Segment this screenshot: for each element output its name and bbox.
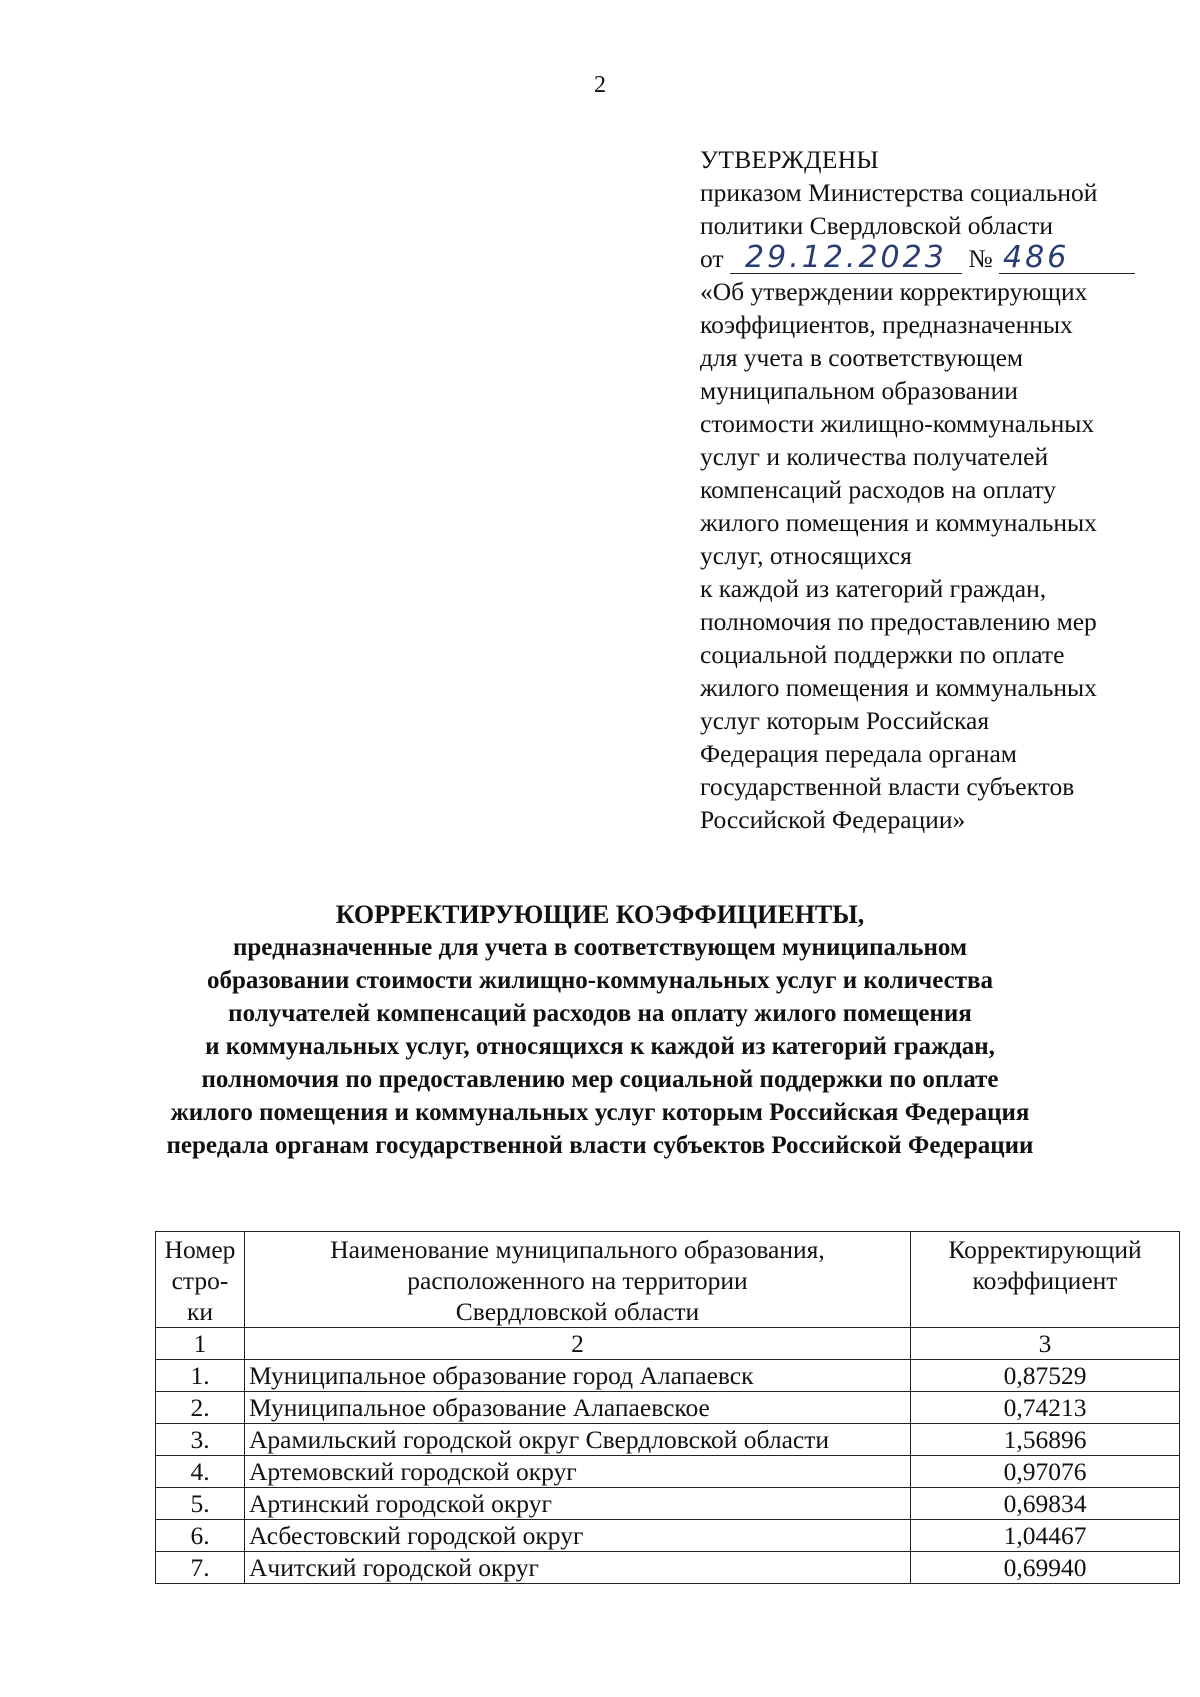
document-title-line: и коммунальных услуг, относящихся к каждой из категорий граждан, [205,1033,995,1060]
order-title-line: Федерация передала органам [700,739,1017,768]
municipality-name: Муниципальное образование Алапаевское [245,1392,911,1424]
order-title-line: к каждой из категорий граждан, [700,574,1047,603]
coefficient-value: 0,97076 [911,1456,1180,1488]
municipality-name: Артинский городской округ [245,1488,911,1520]
document-title-line: полномочия по предоставлению мер социальной поддержки по оплате [201,1066,999,1093]
table-header-row [156,1232,1180,1328]
order-title-line: стоимости жилищно-коммунальных [700,409,1095,438]
coefficients-table [155,1231,1180,1584]
order-title-line: услуг и количества получателей [700,442,1049,471]
order-title-line: государственной власти субъектов [700,772,1075,801]
municipality-name: Муниципальное образование город Алапаевск [245,1360,911,1392]
row-number: 7. [156,1552,245,1584]
table-row [156,1488,1180,1520]
row-number: 4. [156,1456,245,1488]
header-text: стро- [171,1266,229,1295]
order-title-line: услуг, относящихся [700,541,912,570]
document-title-line: жилого помещения и коммунальных услуг которым Российская Федерация [170,1099,1030,1126]
header-coefficient [911,1232,1180,1328]
coefficient-value: 0,87529 [911,1360,1180,1392]
order-title-line: жилого помещения и коммунальных [700,673,1097,702]
header-text: Свердловской области [455,1297,700,1326]
row-number: 3. [156,1424,245,1456]
table-row [156,1360,1180,1392]
document-title-line: передала органам государственной власти субъектов Российской Федерации [166,1132,1034,1159]
row-number: 2. [156,1392,245,1424]
document-title [0,898,1200,1162]
order-title-line: полномочия по предоставлению мер [700,607,1097,636]
header-text: Номер [164,1235,236,1264]
document-title-line: образовании стоимости жилищно-коммунальных услуг и количества [207,967,993,994]
row-number: 1. [156,1360,245,1392]
coefficient-value: 0,69834 [911,1488,1180,1520]
document-title-main: КОРРЕКТИРУЮЩИЕ КОЭФФИЦИЕНТЫ, [335,900,865,929]
handwritten-date: 29.12.2023 [730,243,962,274]
approval-line: политики Свердловской области [700,211,1054,240]
header-text: Наименование муниципального образования, [330,1235,825,1264]
from-prefix: от [700,244,724,273]
header-municipality-name [245,1232,911,1328]
column-index: 2 [245,1328,911,1360]
header-text: коэффициент [972,1266,1118,1295]
order-title-line: услуг которым Российская [700,706,990,735]
table-row [156,1424,1180,1456]
document-title-line: предназначенные для учета в соответствующем муниципальном [233,934,967,961]
order-title-line: социальной поддержки по оплате [700,640,1065,669]
column-index: 3 [911,1328,1180,1360]
order-date-number-line [700,242,1180,275]
order-title-line: жилого помещения и коммунальных [700,508,1097,537]
coefficient-value: 0,69940 [911,1552,1180,1584]
table-row [156,1552,1180,1584]
column-index-row [156,1328,1180,1360]
handwritten-order-number: 486 [999,243,1135,274]
header-row-number [156,1232,245,1328]
header-text: расположенного на территории [407,1266,748,1295]
page-number: 2 [594,72,606,98]
order-title-line: Российской Федерации» [700,805,966,834]
order-title-line: муниципальном образовании [700,376,1018,405]
header-text: Корректирующий [948,1235,1142,1264]
coefficient-value: 0,74213 [911,1392,1180,1424]
municipality-name: Арамильский городской округ Свердловской области [245,1424,911,1456]
table-row [156,1456,1180,1488]
order-title-line: компенсаций расходов на оплату [700,475,1057,504]
municipality-name: Ачитский городской округ [245,1552,911,1584]
approval-stamp-block [700,143,1180,836]
row-number: 6. [156,1520,245,1552]
number-sign: № [968,244,993,273]
municipality-name: Асбестовский городской округ [245,1520,911,1552]
row-number: 5. [156,1488,245,1520]
header-text: ки [186,1297,214,1326]
order-title-line: «Об утверждении корректирующих [700,277,1088,306]
order-title-line: для учета в соответствующем [700,343,1024,372]
order-title-line: коэффициентов, предназначенных [700,310,1073,339]
table-row [156,1392,1180,1424]
coefficient-value: 1,04467 [911,1520,1180,1552]
column-index: 1 [156,1328,245,1360]
approval-heading: УТВЕРЖДЕНЫ [700,145,879,174]
approval-line: приказом Министерства социальной [700,178,1098,207]
table-row [156,1520,1180,1552]
coefficient-value: 1,56896 [911,1424,1180,1456]
document-title-line: получателей компенсаций расходов на оплату жилого помещения [228,1000,972,1027]
municipality-name: Артемовский городской округ [245,1456,911,1488]
